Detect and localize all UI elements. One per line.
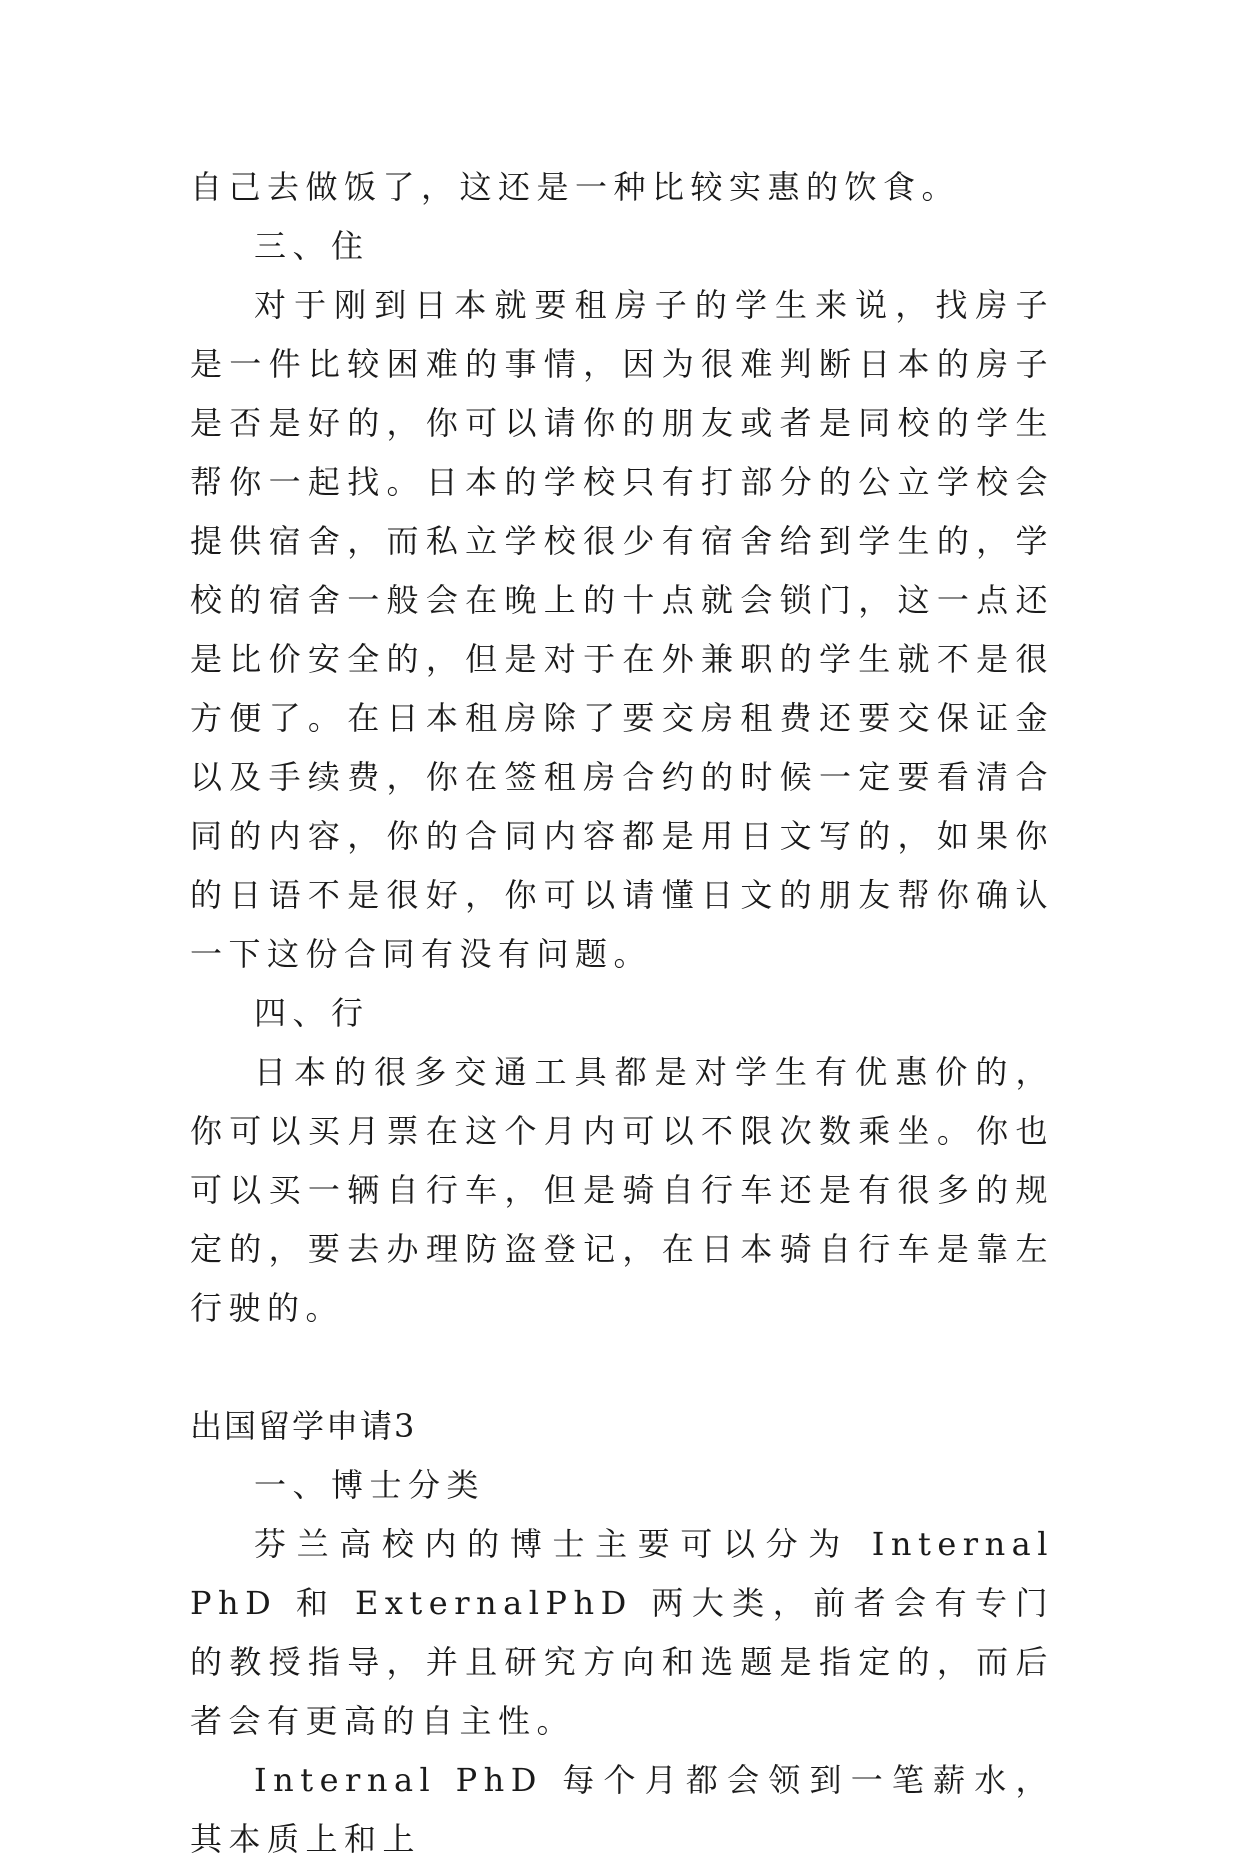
paragraph-food-end: 自己去做饭了，这还是一种比较实惠的饮食。 [190, 168, 961, 206]
heading-housing: 三、住 [254, 227, 370, 265]
section-spacer [190, 1338, 1054, 1397]
paragraph-transport: 日本的很多交通工具都是对学生有优惠价的，你可以买月票在这个月内可以不限次数乘坐。你也可以买一辆自行车，但是骑自行车还是有很多的规定的，要去办理防盗登记，在日本骑自行车是靠左行驶的。 [190, 1053, 1054, 1327]
heading-phd-categories: 一、博士分类 [254, 1466, 486, 1504]
paragraph-internal-phd: Internal PhD 每个月都会领到一笔薪水，其本质上和上 [190, 1761, 1054, 1858]
heading-transport: 四、行 [254, 994, 370, 1032]
document-body [190, 158, 1054, 1869]
paragraph-housing: 对于刚到日本就要租房子的学生来说，找房子是一件比较困难的事情，因为很难判断日本的房子是否是好的，你可以请你的朋友或者是同校的学生帮你一起找。日本的学校只有打部分的公立学校会提供宿舍，而私立学校很少有宿舍给到学生的，学校的宿舍一般会在晚上的十点就会锁门，这一点还是比价安全的，但是对于在外兼职的学生就不是很方便了。在日本租房除了要交房租费还要交保证金以及手续费，你在签租房合约的时候一定要看清合同的内容，你的合同内容都是用日文写的，如果你的日语不是很好，你可以请懂日文的朋友帮你确认一下这份合同有没有问题。 [190, 286, 1054, 973]
paragraph-phd-types: 芬兰高校内的博士主要可以分为 Internal PhD 和 ExternalPhD 两大类，前者会有专门的教授指导，并且研究方向和选题是指定的，而后者会有更高的自主性。 [190, 1525, 1054, 1740]
section-title: 出国留学申请3 [190, 1407, 417, 1445]
